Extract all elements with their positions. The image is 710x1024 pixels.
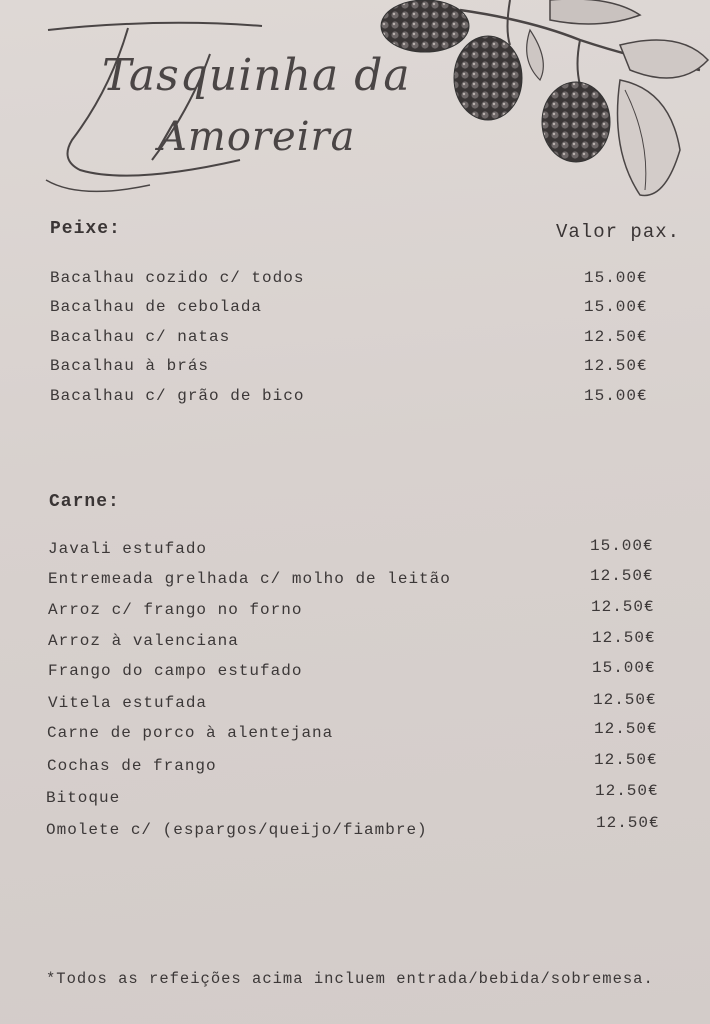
blackberry-illustration bbox=[380, 0, 710, 205]
menu-item-name: Entremeada grelhada c/ molho de leitão bbox=[48, 570, 451, 588]
menu-item-row bbox=[0, 387, 710, 411]
menu-item-name: Bacalhau cozido c/ todos bbox=[50, 269, 305, 287]
menu-item-name: Bacalhau c/ grão de bico bbox=[50, 387, 305, 405]
menu-item-price: 12.50€ bbox=[595, 782, 659, 800]
menu-item-name: Javali estufado bbox=[48, 540, 208, 558]
logo-flourish bbox=[40, 10, 360, 200]
menu-item-row bbox=[0, 537, 710, 564]
menu-item-name: Bitoque bbox=[46, 789, 121, 807]
menu-item-price: 12.50€ bbox=[592, 629, 656, 647]
menu-item-row bbox=[0, 298, 710, 322]
menu-item-name: Carne de porco à alentejana bbox=[47, 724, 334, 742]
menu-item-row bbox=[0, 720, 710, 748]
menu-item-price: 15.00€ bbox=[584, 269, 648, 287]
menu-item-row bbox=[0, 659, 710, 686]
menu-item-name: Cochas de frango bbox=[47, 757, 217, 775]
menu-item-price: 12.50€ bbox=[596, 814, 660, 832]
menu-item-row bbox=[0, 629, 710, 656]
section-title-carne: Carne: bbox=[49, 492, 120, 512]
menu-item-price: 12.50€ bbox=[590, 567, 654, 585]
price-column-header: Valor pax. bbox=[556, 221, 681, 243]
menu-item-name: Vitela estufada bbox=[48, 694, 208, 712]
menu-item-row bbox=[0, 357, 710, 381]
menu-item-price: 15.00€ bbox=[584, 387, 648, 405]
menu-item-price: 12.50€ bbox=[593, 691, 657, 709]
menu-item-name: Bacalhau de cebolada bbox=[50, 298, 263, 316]
menu-item-name: Arroz c/ frango no forno bbox=[48, 601, 303, 619]
menu-item-price: 15.00€ bbox=[584, 298, 648, 316]
menu-item-price: 12.50€ bbox=[594, 751, 658, 769]
menu-item-name: Arroz à valenciana bbox=[48, 632, 239, 650]
menu-item-row bbox=[0, 269, 710, 293]
menu-item-price: 12.50€ bbox=[594, 720, 658, 738]
menu-item-row bbox=[0, 328, 710, 352]
menu-item-row bbox=[0, 782, 710, 813]
menu-item-row bbox=[0, 814, 710, 845]
menu-item-name: Frango do campo estufado bbox=[48, 662, 303, 680]
section-title-peixe: Peixe: bbox=[50, 219, 121, 239]
menu-item-name: Bacalhau c/ natas bbox=[50, 328, 231, 346]
menu-item-price: 12.50€ bbox=[591, 598, 655, 616]
menu-item-price: 15.00€ bbox=[592, 659, 656, 677]
menu-item-row bbox=[0, 567, 710, 594]
menu-item-name: Omolete c/ (espargos/queijo/fiambre) bbox=[46, 821, 428, 839]
menu-item-row bbox=[0, 691, 710, 718]
menu-item-row bbox=[0, 751, 710, 781]
menu-item-name: Bacalhau à brás bbox=[50, 357, 210, 375]
logo-text-line1: Tasquinha da bbox=[102, 50, 411, 101]
footnote: *Todos as refeições acima incluem entrada/bebida/sobremesa. bbox=[46, 970, 654, 988]
restaurant-logo bbox=[40, 10, 411, 200]
menu-item-row bbox=[0, 598, 710, 625]
logo-text-line2: Amoreira bbox=[158, 114, 356, 160]
menu-item-price: 12.50€ bbox=[584, 357, 648, 375]
menu-item-price: 12.50€ bbox=[584, 328, 648, 346]
menu-item-price: 15.00€ bbox=[590, 537, 654, 555]
